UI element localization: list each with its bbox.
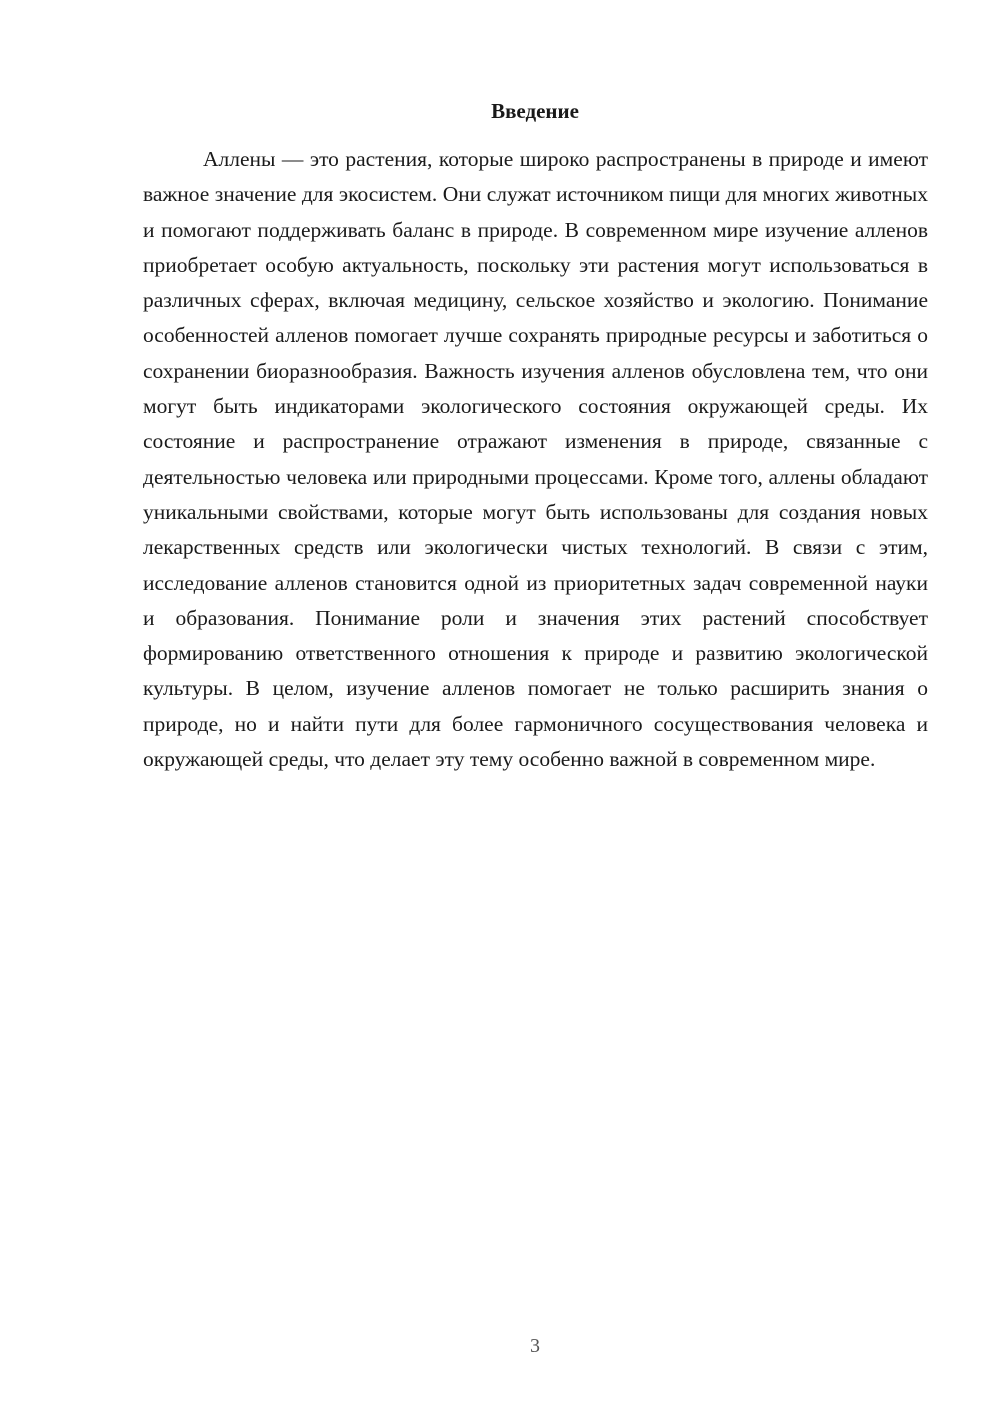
section-heading: Введение xyxy=(491,99,579,123)
page-number: 3 xyxy=(530,1335,540,1357)
body-paragraph: Аллены — это растения, которые широко распространены в природе и имеют важное значение для экосистем. Они служат источником пищи для многих животных и помогают поддерживать баланс в природе. В современном мире изучение алленов приобретает особую актуальность, поскольку эти растения могут использоваться в различных сферах, включая медицину, сельское хозяйство и экологию. Понимание особенностей алленов помогает лучше сохранять природные ресурсы и заботиться о сохранении биоразнообразия. Важность изучения алленов обусловлена тем, что они могут быть индикаторами экологического состояния окружающей среды. Их состояние и распространение отражают изменения в природе, связанные с деятельностью человека или природными процессами. Кроме того, аллены обладают уникальными свойствами, которые могут быть использованы для создания новых лекарственных средств или экологически чистых технологий. В связи с этим, исследование алленов становится одной из приоритетных задач современной науки и образования. Понимание роли и значения этих растений способствует формированию ответственного отношения к природе и развитию экологической культуры. В целом, изучение алленов помогает не только расширить знания о природе, но и найти пути для более гармоничного сосуществования человека и окружающей среды, что делает эту тему особенно важной в современном мире. xyxy=(143,147,928,772)
